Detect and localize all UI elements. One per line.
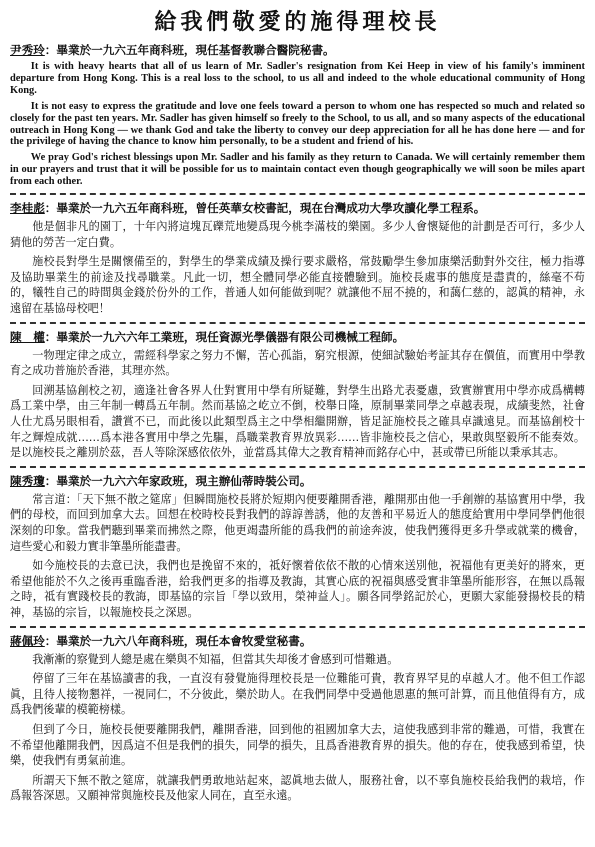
author-line xyxy=(10,329,585,345)
paragraph: 停留了三年在基協讀書的我，一直沒有發覺施得理校長是一位難能可貴，教育界罕見的卓越人才。他不但工作認眞，且待人接物懇祥，一視同仁，不分彼此，樂於助人。在我們同學中受過他恩惠的無可計算，而且他值得有方，成爲我們後輩的模範榜樣。 xyxy=(10,672,585,717)
section-divider xyxy=(10,626,585,628)
author-info: ：畢業於一九六六年工業班，現任資源光學儀器有限公司機械工程師。 xyxy=(44,329,405,344)
tribute-entry-4 xyxy=(10,473,585,621)
page-title: 給我們敬愛的施得理校長 xyxy=(154,9,441,35)
section-divider xyxy=(10,466,585,468)
author-name: 陳秀瓊 xyxy=(10,473,45,488)
author-line xyxy=(10,633,585,649)
paragraph: 但到了今日，施校長便要離開我們，離開香港，回到他的祖國加拿大去，這使我感到非常的難過，可惜，我實在不希望他離開我們，因爲這不但是我們的損失，同學的損失，且爲香港教育界的損失。他的存在，使我感到希望，快樂，使我們有勇氣前進。 xyxy=(10,722,585,768)
section-divider xyxy=(10,322,585,324)
paragraph: 施校長對學生是關懷備至的，對學生的學業成績及操行要求嚴格，常鼓勵學生參加康樂活動對外交往，極力指導及協助畢業生的前途及找尋職業。凡此一切，想全體同學必能直接體驗到。施校長處事的態度是盡責的，絲毫不苟的，犧牲自己的時間與金錢於份外的工作，普通人如何能做到呢？就讓他不屈不撓的，和藹仁慈的，認眞的精神，永遠留在基協母校吧！ xyxy=(10,255,585,316)
paragraph: 一物理定律之成立，需經科學家之努力不懈，苦心孤詣，窮究根源，使細試驗始考証其存在價值，而實用中學教育之成功普施於香港，其理亦然。 xyxy=(10,348,585,378)
author-line xyxy=(10,200,585,216)
paragraph: We pray God's richest blessings upon Mr. Sadler and his family as they return to Canada. We will certainly remember them in our prayers and trust that it will be possible for us to maintain contact even though geographically we will soon be miles apart from each other. xyxy=(10,152,585,188)
tribute-entry-1 xyxy=(10,42,585,188)
tribute-entry-2 xyxy=(10,200,585,317)
section-divider xyxy=(10,193,585,195)
author-line xyxy=(10,473,585,489)
author-name: 李桂彪 xyxy=(10,201,45,216)
paragraph: 他是個非凡的園丁，十年內將這塊瓦礫荒地變爲現今桃李滿枝的樂園。多少人會懷疑他的計劃是否可行，多少人猜他的勞苦一定白費。 xyxy=(10,220,585,249)
paragraph: It is with heavy hearts that all of us learn of Mr. Sadler's resignation from Kei Heep in view of his family's imminent departure from Hong Kong. This is a real loss to the school, to us all and indeed to the whole educational community of Hong Kong. xyxy=(10,61,585,96)
paragraph: 如今施校長的去意已決，我們也是挽留不來的，祗好懷着依依不散的心情來送別他，祝福他有更美好的將來，更希望他能於不久之後再重臨香港，給我們更多的指導及教誨，其實心底的祝福與感受實非筆墨所能形容，在無以爲報之時，祗有實踐校長的教誨，即基協的宗旨「學以致用，榮神益人」。願各同學銘記於心，更願大家能發揚校長的精神，基協的宗旨，以報施校長之深恩。 xyxy=(10,559,585,619)
tribute-page xyxy=(10,5,585,837)
author-info: ：畢業於一九六六年家政班，現主辦仙蒂時裝公司。 xyxy=(44,473,312,488)
paragraph: 所謂天下無不散之筵席，就讓我們勇敢地站起來，認眞地去做人，服務社會，以不辜負施校長給我們的栽培，作爲報答深恩。又願神常與施校長及他家人同在，直至永遠。 xyxy=(10,773,585,803)
author-name: 尹秀玲 xyxy=(10,43,45,57)
author-info: ：畢業於一九六五年商科班，現任基督教聯合醫院秘書。 xyxy=(44,43,335,57)
author-name: 陳 權 xyxy=(10,329,45,344)
author-line xyxy=(10,42,585,58)
paragraph: 回溯基協創校之初，適逢社會各界人仕對實用中學有所疑難，對學生出路尤表憂慮，致實辦實用中學亦成爲構轉爲工業中學，由三年制一轉爲五年制。然而基協之屹立不倒，校舉日隆，原制畢業同學之卓越表現，成績斐然，社會人仕尤爲另眼相看，讚賞不已，而此後以此類型爲主之中學相繼開辦，皆足証施校長之確具卓識遠見。而基協創校十年之輝煌成就……爲本港各實用中學之先驅，爲職業教育界放異彩……皆非施校長之信心，果敢與堅毅所不能奏效。是以施校長之離別於茲，吾人等除深感依依外，並當爲其偉大之教育精神而銘存心中，甚或帶已所能以秉承其志。 xyxy=(10,383,585,460)
paragraph: 我漸漸的察覺到人總是處在樂與不知福，但當其失却後才會感到可惜難過。 xyxy=(32,652,399,666)
tribute-entry-5 xyxy=(10,633,585,804)
author-info: ：畢業於一九六八年商科班，現任本會牧愛堂秘書。 xyxy=(44,633,312,648)
author-name: 蔣佩玲 xyxy=(10,633,45,648)
author-info: ：畢業於一九六五年商科班，曾任英華女校書記，現在台灣成功大學攻讀化學工程系。 xyxy=(44,201,486,216)
paragraph: 常言道：「天下無不散之筵席」但瞬間施校長將於短期內便要離開香港，離開那由他一手創辦的基協實用中學，我們的母校，而回到加拿大去。回想在校時校長對我們的諄諄善誘，他的友善和平易近人的態度給實用中學同學們他很深刻的印象。當我們聽到畢業而拂然之際，他更竭盡所能的爲我們的前途奔波，使我們獲得更多升學或就業的機會，這些愛心和毅力實非筆墨所能盡書。 xyxy=(10,492,585,553)
tribute-entry-3 xyxy=(10,329,585,461)
paragraph: It is not easy to express the gratitude and love one feels toward a person to whom one has respected so much and related so closely for the past ten years. Mr. Sadler has given himself so freely to the School, to us all, and so many aspects of the educational outreach in Hong Kong — we thank God and take the liberty to convey our deep appreciation for all he has done here — and for the privilege of having the chance to know him personally, to be a student and friend of his. xyxy=(10,100,585,148)
